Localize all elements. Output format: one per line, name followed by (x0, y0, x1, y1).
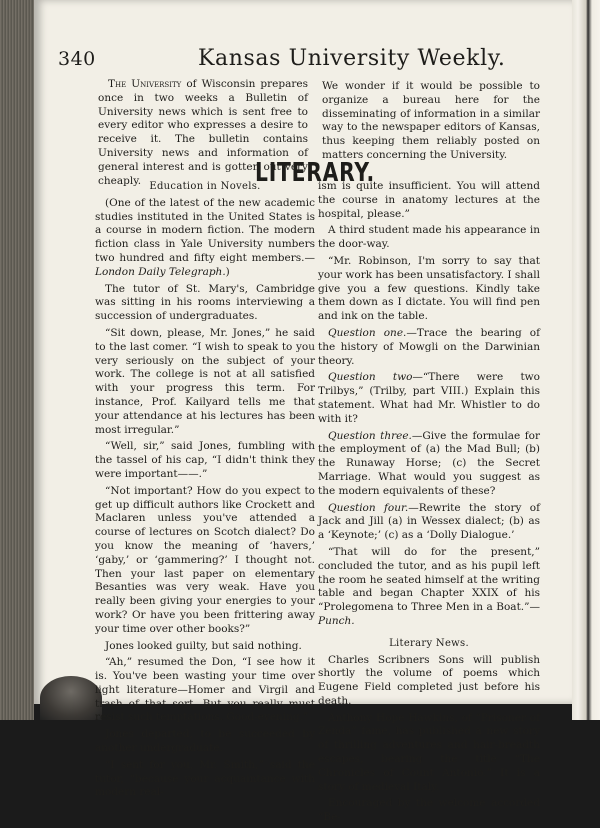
question-label: Question one. (328, 326, 407, 339)
news-item: Anthony Hope Hawkins, of “Prisoner of Zenda” fame, has published a new story of thrilling adventures and hair-breadth escapes, bearing the title “The Chronicles of Count Antonio.” It is a story of medieval Italy. (318, 711, 540, 793)
paragraph: “Sit down, please, Mr. Jones,” he said to the last comer. “I wish to speak to you very seriously on the subject of your work. The college is not at all satisfied with your progress this term. For instance, Prof. Kailyard tells me that your attendance at his lectures has been most irregular.” (95, 326, 315, 436)
question-label: Question four. (328, 501, 409, 514)
paragraph: “Not important? How do you expect to get up difficult authors like Crockett and Maclaren unless you've attended a course of lectures on Scotch dialect? Do you know the meaning of ‘havers,’ ‘gaby,’ or ‘gammering?’ I thought not. Then your last paper on elementary Besanties was very weak. Have you really been giving your energies to your work? Or have you been frittering away your time over other books?” (95, 484, 315, 635)
closing-source: Punch. (318, 614, 355, 627)
section-title: LITERARY. (255, 158, 376, 188)
right-column (318, 180, 540, 828)
paragraph: ism is quite insufficient. You will attend the course in anatomy lectures at the hospital, please.” (318, 180, 540, 220)
news-item: Encouraged by the welcome accorded “Be- (318, 797, 540, 824)
intro-close: ) (225, 265, 230, 278)
question-label: Question three. (328, 429, 412, 442)
education-intro: (One of the latest of the new academic studies instituted in the United States is a course in modern fiction. The modern fiction class in Yale University numbers two hundred and fifty eight members.— (95, 196, 315, 264)
paragraph: “Mr. Robinson, I'm sorry to say that your work has been unsatisfactory. I shall give you a few questions. Kindly take them down as I dictate. You will find pen and ink on the table. (318, 254, 540, 323)
literary-news-heading: Literary News. (389, 637, 469, 649)
question-text: —Trace the bearing of the history of Mowgli on the Darwinian theory. (318, 326, 540, 367)
running-title: Kansas University Weekly. (198, 46, 506, 71)
paragraph: “Ah,” resumed the Don, “I see how it is. You've been wasting your time over light literature—Homer and Virgil and trash of that sort. But you really must resist such temptations. Good-evening.” (95, 656, 315, 724)
bureau-note (322, 80, 540, 166)
question-text: —Rewrite the story of Jack and Jill (a) in Wessex dialect; (b) as a ‘Keynote;’ (c) as a ‘Dolly Dialogue.’ (318, 501, 540, 542)
paragraph: Jones looked guilty, but said nothing. (105, 639, 302, 652)
page-header (58, 46, 506, 76)
closing-text: “That will do for the present,” concluded the tutor, and as his pupil left the room he seated himself at the writing table and began Chapter XXIX of his “Prolegomena to Three Men in a Boat.”— (318, 545, 540, 614)
question-label: Question two (328, 371, 413, 384)
book-binding (0, 0, 34, 720)
bureau-text: We wonder if it would be possible to organize a bureau here for the disseminating of information in a similar way to the newspaper editors of Kansas, thus keeping them reliably posted on matters concerning the University. (322, 80, 540, 161)
news-item: Charles Scribners Sons will publish shortly the volume of poems which Eugene Field completed just before his death. (318, 653, 540, 707)
paragraph: “Well, sir,” said Jones, fumbling with the tassel of his cap, “I didn't think they were important——.” (95, 440, 315, 480)
page-number: 340 (58, 48, 96, 70)
paragraph: The tutor of St. Mary's, Cambridge was sitting in his rooms interviewing a succession of undergraduates. (95, 282, 315, 323)
page-edge (572, 0, 600, 720)
paragraph: “I sent for you, Mr. Smith,” said the tutor, “because your acquaintance with modern real- (95, 758, 315, 799)
paragraph: A third student made his appearance in the door-way. (318, 224, 540, 251)
left-column (95, 180, 315, 803)
intro-source: London Daily Telegraph. (95, 265, 226, 278)
education-heading: Education in Novels. (149, 181, 261, 192)
scanner-thumb (40, 676, 102, 720)
wisconsin-lead: The University (108, 78, 182, 90)
wisconsin-text: of Wisconsin prepares once in two weeks a Bulletin of University news which is sent free to every editor who expresses a desire to receive it. The bulletin contains University news and information of general interest and is gotten out very cheaply. (98, 78, 308, 187)
question-text: —Give the formulae for the employment of (a) the Mad Bull; (b) the Runaway Horse; (c) the Secret Marriage. What would you suggest as the modern equivalents of these? (318, 429, 540, 497)
paragraph: Jones departed, to be succeeded by another undergraduate. (95, 728, 315, 755)
question-text: —“There were two Trilbys,” (Trilby, part VIII.) Explain this statement. What had Mr. Whistler to do with it? (318, 371, 540, 425)
